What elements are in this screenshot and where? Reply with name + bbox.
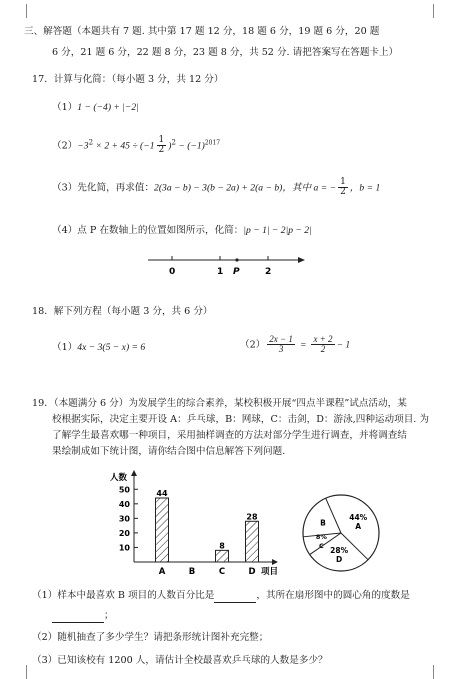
q17-part4 [52, 225, 312, 238]
bar-chart-y-arrow-icon [131, 470, 137, 476]
number-line-label-p: P [233, 267, 240, 277]
q18-part2-left-num: 2x − 1 [269, 334, 293, 344]
q19-sub2: （2）随机抽查了多少学生？请把条形统计图补充完整； [32, 632, 269, 643]
pie-label-D: D [336, 554, 343, 564]
q18-part2-right-fraction [311, 335, 334, 355]
number-line-point-p [235, 258, 238, 261]
q17-part3-tail: ，b = 1 [349, 182, 381, 194]
q17-part2-fraction [157, 136, 167, 156]
q17-part3-frac-num: 1 [340, 177, 346, 187]
q18-part1-expression: 4x − 3(5 − x) = 6 [77, 342, 146, 353]
q17-part2-expr-a: −3 [77, 140, 89, 152]
q18-part2-right-den: 2 [320, 344, 326, 355]
pie-label-C: C [318, 542, 324, 551]
q17-part1 [52, 102, 139, 115]
q17-heading: 17．计算与化简：（每小题 3 分，共 12 分） [32, 74, 224, 85]
pie-percent-A: 44% [349, 513, 368, 523]
q18-part2-tail: − 1 [336, 339, 351, 351]
answer-blank-percent[interactable] [214, 592, 256, 603]
number-line-label-0: 0 [169, 267, 176, 277]
q17-part3-label: （3）先化简，再求值： [52, 182, 155, 194]
bar-C [216, 550, 229, 562]
q17-part2-sup-a: 2 [88, 138, 94, 147]
q17-part4-label: （4）点 P 在数轴上的位置如图所示，化简： [52, 225, 244, 236]
bar-chart-ytick-label-10: 10 [118, 543, 130, 553]
q17-part1-expression: 1 − (−4) + |−2| [77, 102, 139, 113]
q18-part2 [240, 335, 350, 355]
q19-sub1-text-a: （1）样本中最喜欢 B 项目的人数百分比是 [32, 590, 215, 601]
q19-line1: 19．（本题满分 6 分）为发展学生的综合素养，某校积极开展“四点半课程”试点活动，某 [32, 398, 407, 409]
q17-part4-expression: |p − 1| − 2|p − 2| [243, 225, 312, 236]
pie-chart [300, 492, 382, 574]
number-line-label-2: 2 [265, 267, 272, 277]
q19-sub1-text-b: ，其所在扇形图中的圆心角的度数是 [256, 590, 410, 601]
number-line-arrow-icon [298, 257, 305, 263]
q17-part2 [52, 136, 220, 156]
pie-chart-slices [303, 495, 379, 571]
q17-part1-label: （1） [52, 102, 78, 113]
bar-chart [100, 466, 300, 582]
q18-part2-right-num: x + 2 [313, 334, 333, 344]
pie-percent-D: 28% [330, 545, 349, 555]
corner-mark-bottom-right [433, 665, 448, 679]
bar-chart-ylabel: 人数 [110, 473, 128, 483]
q17-part2-frac-den: 2 [158, 145, 165, 156]
section-title-line2: 6 分，21 题 6 分，22 题 8 分，23 题 8 分，共 52 分. 请把答案写在答题卡上） [52, 47, 399, 58]
q17-part3-expression: 2(3a − b) − 3(b − 2a) + 2(a − b)，其中 a = − [154, 182, 337, 194]
q18-heading: 18．解下列方程（每小题 3 分，共 6 分） [32, 306, 213, 317]
q17-part2-sup-d: 2017 [204, 139, 221, 147]
q19-sub1-text-c: ； [104, 610, 114, 621]
q19-sub1 [32, 590, 410, 603]
pie-label-A: A [355, 522, 362, 532]
q19-line4: 果绘制成如下统计图，请你结合图中信息解答下列问题. [52, 446, 286, 457]
q17-part2-expr-d: − (−1) [175, 140, 205, 152]
bar-chart-category-A: A [158, 567, 166, 577]
q18-part2-equals: = [299, 339, 307, 351]
bar-chart-xlabel: 项目 [260, 567, 278, 577]
bar-A [156, 498, 169, 562]
bar-chart-ytick-label-20: 20 [118, 528, 130, 538]
q19-sub1-continued [52, 610, 114, 623]
pie-percent-C: 8% [315, 533, 327, 542]
bar-D [246, 521, 259, 562]
q17-part2-expr-b: × 2 + 45 ÷ (−1 [93, 140, 155, 152]
bar-chart-category-C: C [218, 567, 226, 577]
q19-sub3: （3）已知该校有 1200 人，请估计全校最喜欢乒乓球的人数是多少？ [32, 655, 328, 666]
answer-blank-angle[interactable] [52, 612, 104, 623]
bar-data-label-C: 8 [219, 541, 225, 551]
bar-chart-category-D: D [248, 567, 256, 577]
bar-chart-ytick-label-50: 50 [118, 485, 130, 495]
q18-part1-label: （1） [52, 342, 78, 353]
bar-chart-x-arrow-icon [272, 559, 278, 565]
q18-part2-label: （2） [240, 339, 266, 351]
q18-part2-left-fraction [267, 335, 295, 355]
bar-data-label-A: 44 [156, 489, 168, 498]
bar-data-label-D: 28 [246, 512, 258, 522]
q17-part2-label: （2） [52, 140, 78, 152]
bar-chart-bars [156, 489, 279, 577]
q17-part2-expr-c: ) [168, 140, 172, 152]
number-line-figure [140, 252, 310, 282]
bar-chart-category-B: B [188, 567, 196, 577]
number-line-label-1: 1 [217, 267, 224, 277]
q19-line2: 校根据实际，决定主要开设 A：乒乓球，B：网球，C：击剑，D：游泳,四种运动项目. 为 [52, 414, 429, 425]
q17-part2-sup-c: 2 [171, 138, 176, 147]
q17-part3 [52, 178, 380, 198]
corner-mark-top-right [433, 4, 448, 18]
q18-part1 [52, 342, 145, 355]
corner-mark-top-left [12, 4, 27, 18]
q18-part2-left-den: 3 [278, 344, 284, 355]
q17-part3-fraction [338, 178, 348, 198]
pie-label-B: B [320, 518, 326, 528]
section-title-line1: 三、解答题（本题共有 7 题. 其中第 17 题 12 分，18 题 6 分，19 题 6 分，20 题 [24, 26, 380, 37]
q17-part3-frac-den: 2 [340, 187, 346, 198]
bar-chart-ytick-label-30: 30 [118, 514, 130, 524]
q17-part2-frac-num: 1 [158, 135, 165, 145]
q19-line3: 了解学生最喜欢哪一种项目，采用抽样调查的方法对部分学生进行调查，并将调查结 [52, 430, 407, 441]
corner-mark-bottom-left [12, 665, 27, 679]
bar-chart-ytick-label-40: 40 [118, 499, 130, 509]
